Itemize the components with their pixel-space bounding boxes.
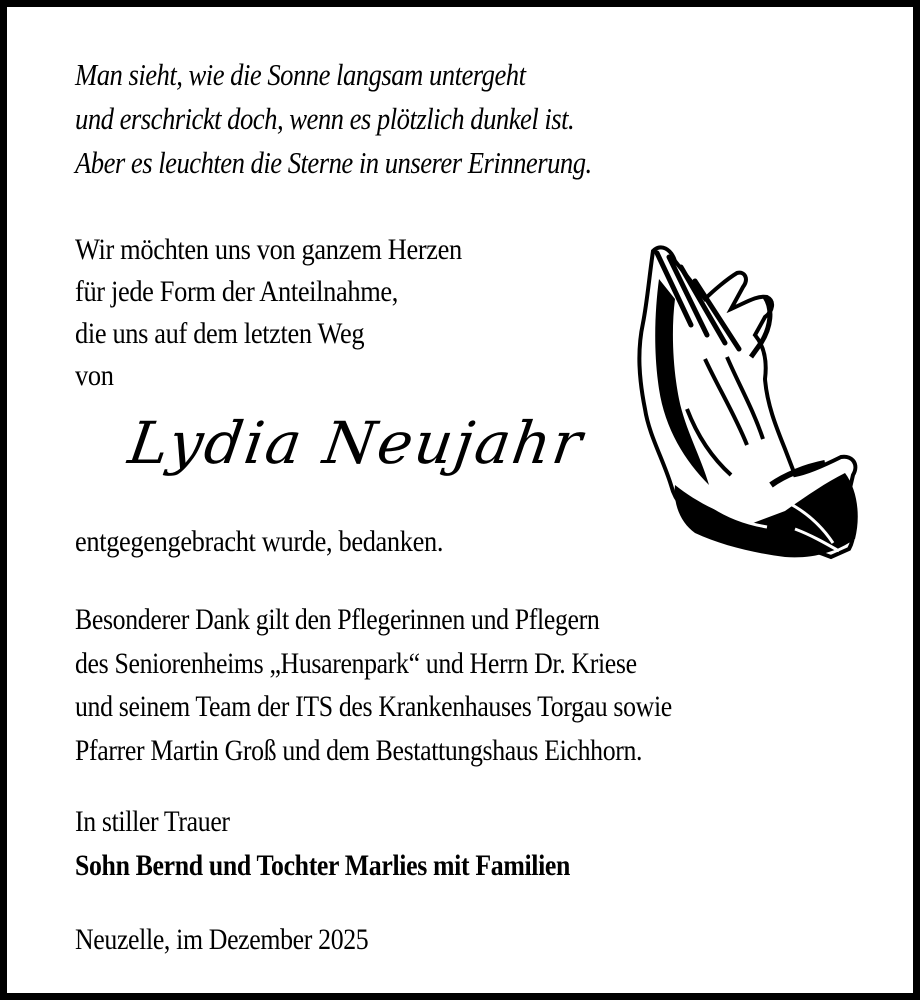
place-date: Neuzelle, im Dezember 2025 xyxy=(75,923,369,956)
poem-line: und erschrickt doch, wenn es plötzlich dunkel ist. xyxy=(75,101,575,136)
poem-line: Aber es leuchten die Sterne in unserer Erinnerung. xyxy=(75,145,592,180)
special-thanks-line: Pfarrer Martin Groß und dem Bestattungshaus Eichhorn. xyxy=(75,733,643,767)
mourning-label: In stiller Trauer xyxy=(75,805,230,838)
praying-hands-icon xyxy=(635,239,865,564)
intro-line: Wir möchten uns von ganzem Herzen xyxy=(75,233,462,266)
intro-line: die uns auf dem letzten Weg xyxy=(75,317,365,350)
special-thanks xyxy=(75,598,672,772)
intro-line: für jede Form der Anteilnahme, xyxy=(75,275,399,308)
special-thanks-line: Besonderer Dank gilt den Pflegerinnen und Pflegern xyxy=(75,603,600,636)
thanks-continuation: entgegengebracht wurde, bedanken. xyxy=(75,525,444,558)
poem xyxy=(75,53,592,185)
deceased-name: Lydia Neujahr xyxy=(124,409,589,477)
special-thanks-line: des Seniorenheims „Husarenpark“ und Herrn Dr. Kriese xyxy=(75,646,637,680)
mourning-block xyxy=(75,800,570,888)
signers: Sohn Bernd und Tochter Marlies mit Familien xyxy=(75,849,571,882)
poem-line: Man sieht, wie die Sonne langsam untergeht xyxy=(75,57,526,92)
thanks-intro xyxy=(75,229,462,397)
intro-line: von xyxy=(75,359,114,392)
special-thanks-line: und seinem Team der ITS des Krankenhauses Torgau sowie xyxy=(75,690,672,723)
